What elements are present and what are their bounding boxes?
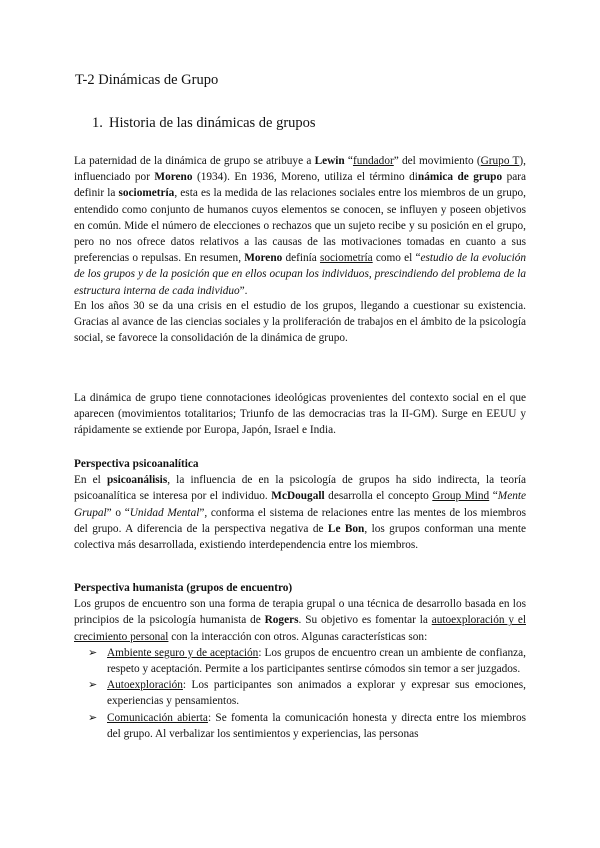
document-title: T-2 Dinámicas de Grupo [75,72,219,88]
list-item [74,645,526,677]
definition-quote: estudio de la evolución de los grupos y de la posición que en ellos ocupan los individuos, prescindiendo del problema de la estructura interna de cada individuo [74,252,526,297]
term-le-bon: Le Bon [327,522,365,535]
term-moreno: Moreno [244,252,283,265]
characteristics-list [74,645,526,742]
term-sociometria: sociometría [118,187,175,200]
paragraph-connotaciones: La dinámica de grupo tiene connotaciones ideológicas provenientes del contexto social en el que aparecen (movimientos totalitarios; Triunfo de las democracias tras la II-GM). Surge en EEUU y rápidamente se extiende por Europa, Japón, Israel e India. [74,392,526,437]
term-fundador: fundador [352,155,394,167]
text-run: ”, conforma el sistema de relaciones entre las mentes de los miembros del grupo. A diferencia de la perspectiva negativa de [74,506,526,535]
term-dinamica-de-grupo: námica de grupo [417,171,503,184]
text-run: “ [489,490,498,503]
text-run: como el “ [372,252,421,265]
text-run: ” del movimiento ( [393,155,481,167]
paragraph-paternidad [74,153,526,299]
text-run: En el [74,474,107,487]
term-unidad-mental: Unidad Mental [129,506,200,519]
subheading-psicoanalitica: Perspectiva psicoanalítica [74,458,199,470]
text-run: desarrolla el concepto [324,490,433,503]
arrow-bullet-icon: ➢ [88,710,98,724]
text-run: , la influencia de en la psicología de grupos ha sido indirecta, la teoría psicoanalítica se interesa por el individuo. [74,474,526,503]
section-number: 1. [92,115,103,131]
list-item [74,710,526,742]
text-run: ”. [239,284,248,297]
list-item [74,677,526,709]
subheading-humanista: Perspectiva humanista (grupos de encuentro) [74,582,293,594]
section-heading [92,115,316,132]
text-run: “ [344,155,353,167]
arrow-bullet-icon: ➢ [88,678,98,692]
list-item-label: Ambiente seguro y de aceptación [107,646,259,659]
paragraph-crisis: En los años 30 se da una crisis en el estudio de los grupos, llegando a cuestionar su existencia. Gracias al avance de las ciencias sociales y la proliferación de trabajos en el ámbito de la psicología social, se favorece la consolidación de la dinámica de grupo. [74,300,526,345]
text-run: , esta es la medida de las relaciones sociales entre los miembros de un grupo, entendido como conjunto de humanos cuyos elementos se conocen, se influyen y poseen objetivos en común. Mide el número de elecciones o rechazos que un sujeto recibe y su posición en el grupo, pero no nos ofrece datos relativos a las causas de las motivaciones tomadas en cuanto a sus preferencias o repulsas. En resumen, [74,187,526,265]
term-group-mind: Group Mind [432,490,490,503]
term-psicoanalisis: psicoanálisis [106,474,168,487]
term-lewin: Lewin [314,155,345,167]
text-run: (1934). En 1936, Moreno, utiliza el término di [192,171,418,184]
term-mcdougall: McDougall [271,490,325,503]
term-rogers: Rogers [264,614,299,627]
list-item-label: Comunicación abierta [107,711,208,724]
text-run: ” o “ [106,506,130,519]
section-perspectiva-psicoanalitica [74,456,526,553]
list-item-text: : Los grupos de encuentro crean un ambiente de confianza, respeto y aceptación. Permite a los participantes sentirse cómodos sin temor a ser juzgados. [107,646,526,676]
arrow-bullet-icon: ➢ [88,645,98,659]
text-run: con la interacción con otros. Algunas características son: [168,630,428,643]
text-run: para definir la [74,171,527,200]
text-run: Los grupos de encuentro son una forma de terapia grupal o una técnica de desarrollo basada en los principios de la psicología humanista de [74,598,526,627]
text-run: definía [282,252,320,265]
list-item-text: : Los participantes son animados a explorar y expresar sus emociones, experiencias y pensamientos. [107,679,526,708]
text-run: ), influenciado por [74,155,526,184]
term-mente-grupal: Mente Grupal [74,490,527,519]
term-grupo-t: Grupo T [480,155,520,167]
text-run: . Su objetivo es fomentar la [298,614,432,627]
term-moreno: Moreno [154,171,193,184]
section-perspectiva-humanista [74,580,526,742]
term-autoexploracion-crecimiento: autoexploración y el crecimiento personal [74,614,526,643]
list-item-text: : Se fomenta la comunicación honesta y directa entre los miembros del grupo. Al verbalizar los sentimientos y experiencias, las personas [107,711,526,740]
section-title-text: Historia de las dinámicas de grupos [109,115,316,131]
list-item-label: Autoexploración [107,679,183,692]
text-run: , los grupos conforman una mente colectiva más desarrollada, existiendo interdependencia entre los miembros. [74,522,526,552]
term-sociometria-underlined: sociometría [319,252,373,265]
text-run: La paternidad de la dinámica de grupo se atribuye a [74,155,315,167]
